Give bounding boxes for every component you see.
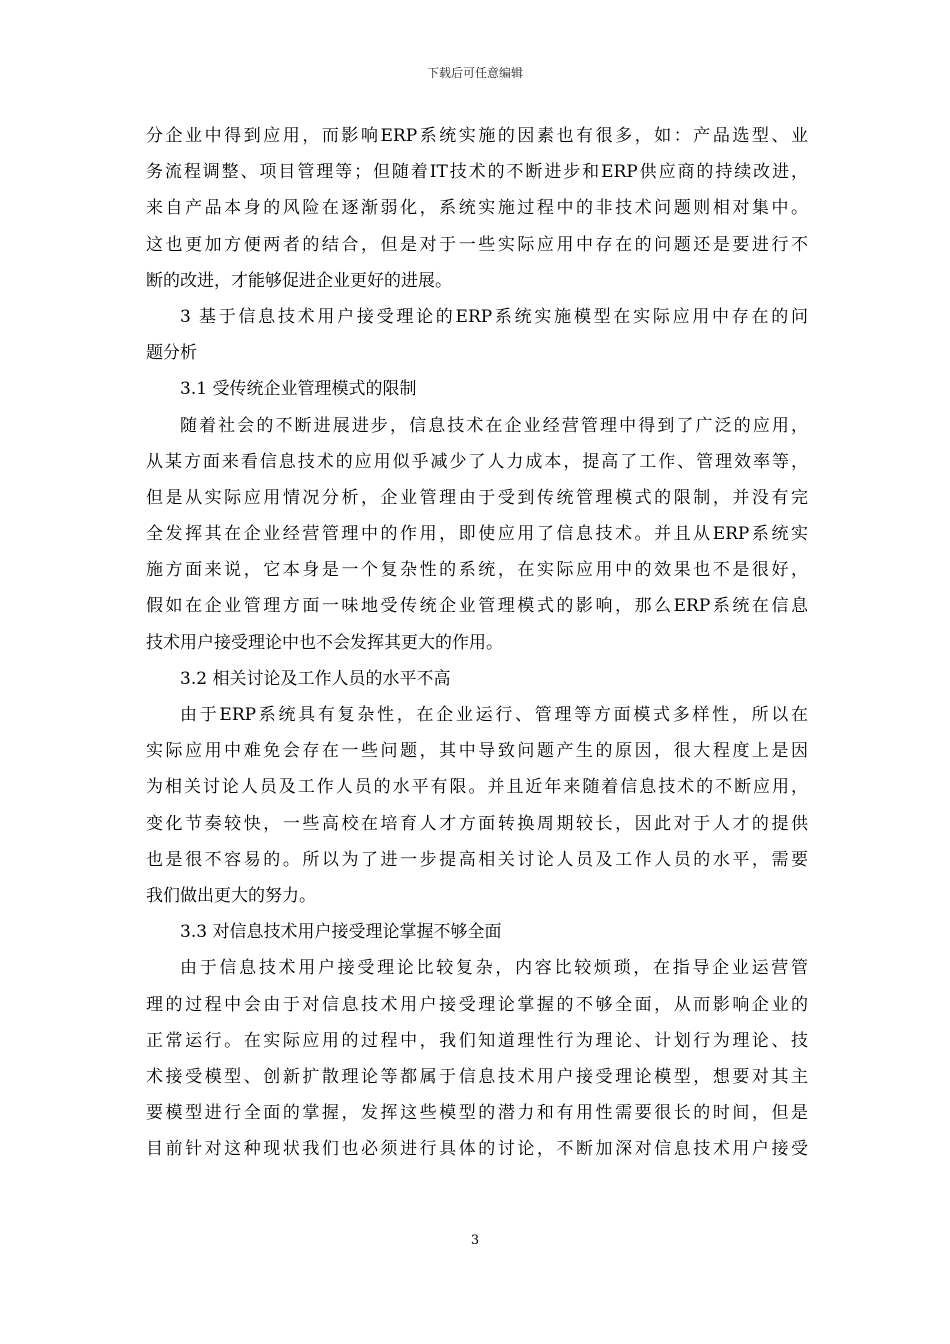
text-line: 断的改进，才能够促进企业更好的进展。 [146, 270, 452, 291]
text-line: 3.3 对信息技术用户接受理论掌握不够全面 [180, 922, 502, 943]
text-line: 技术用户接受理论中也不会发挥其更大的作用。 [146, 632, 503, 653]
text-line: 由于ERP系统具有复杂性，在企业运行、管理等方面模式多样性，所以在 [180, 705, 808, 725]
text-line: 这也更加方便两者的结合，但是对于一些实际应用中存在的问题还是要进行不 [146, 234, 808, 255]
text-line: 题分析 [146, 343, 197, 364]
text-line: 术接受模型、创新扩散理论等都属于信息技术用户接受理论模型，想要对其主 [146, 1066, 808, 1087]
text-line: 假如在企业管理方面一味地受传统企业管理模式的影响，那么ERP系统在信息 [146, 596, 808, 617]
text-line: 来自产品本身的风险在逐渐弱化，系统实施过程中的非技术问题则相对集中。 [146, 198, 808, 219]
text-line: 但是从实际应用情况分析，企业管理由于受到传统管理模式的限制，并没有完 [146, 487, 808, 508]
text-line: 正常运行。在实际应用的过程中，我们知道理性行为理论、计划行为理论、技 [146, 1030, 808, 1051]
text-line: 3.1 受传统企业管理模式的限制 [180, 379, 417, 400]
text-line: 目前针对这种现状我们也必须进行具体的讨论，不断加深对信息技术用户接受 [146, 1139, 808, 1160]
text-line: 由于信息技术用户接受理论比较复杂，内容比较烦琐，在指导企业运营管 [180, 958, 808, 979]
text-line: 要模型进行全面的掌握，发挥这些模型的潜力和有用性需要很长的时间，但是 [146, 1103, 808, 1124]
page-number: 3 [470, 1233, 480, 1248]
document-body [146, 118, 808, 1167]
text-line: 也是很不容易的。所以为了进一步提高相关讨论人员及工作人员的水平，需要 [146, 849, 808, 870]
text-line: 施方面来说，它本身是一个复杂性的系统，在实际应用中的效果也不是很好， [146, 560, 808, 581]
text-line: 实际应用中难免会存在一些问题，其中导致问题产生的原因，很大程度上是因 [146, 741, 808, 762]
text-line: 理的过程中会由于对信息技术用户接受理论掌握的不够全面，从而影响企业的 [146, 994, 808, 1015]
text-line: 我们做出更大的努力。 [146, 885, 316, 906]
text-line: 分企业中得到应用，而影响ERP系统实施的因素也有很多，如：产品选型、业 [146, 126, 808, 146]
text-line: 随着社会的不断进展进步，信息技术在企业经营管理中得到了广泛的应用， [180, 415, 808, 436]
text-line: 从某方面来看信息技术的应用似乎减少了人力成本，提高了工作、管理效率等， [146, 451, 808, 472]
text-line: 务流程调整、项目管理等；但随着IT技术的不断进步和ERP供应商的持续改进， [146, 162, 808, 183]
page-header: 下载后可任意编辑 [426, 66, 523, 80]
text-line: 变化节奏较快，一些高校在培育人才方面转换周期较长，因此对于人才的提供 [146, 813, 808, 834]
text-line: 全发挥其在企业经营管理中的作用，即使应用了信息技术。并且从ERP系统实 [146, 524, 808, 545]
text-line: 为相关讨论人员及工作人员的水平有限。并且近年来随着信息技术的不断应用， [146, 777, 808, 798]
text-line: 3 基于信息技术用户接受理论的ERP系统实施模型在实际应用中存在的问 [180, 306, 808, 327]
text-line: 3.2 相关讨论及工作人员的水平不高 [180, 668, 451, 689]
